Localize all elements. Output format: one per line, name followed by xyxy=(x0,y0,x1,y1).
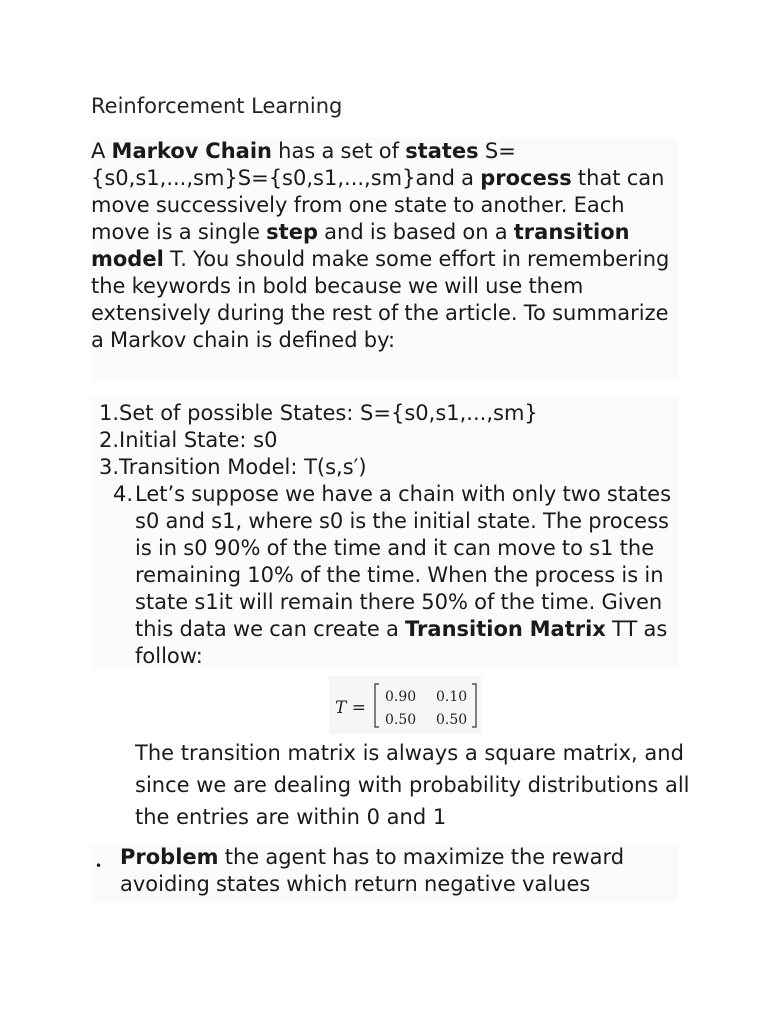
matrix-symbol: T = xyxy=(335,698,366,718)
intro-text-1: A xyxy=(91,139,112,163)
list-item-text: Set of possible States: S={s0,s1,...,sm} xyxy=(119,401,538,425)
problem-description: the agent has to maximize the reward avoiding states which return negative values xyxy=(120,845,625,896)
problem-text xyxy=(120,844,680,898)
list-item-number: 1. xyxy=(99,401,120,425)
list-item xyxy=(99,427,277,454)
matrix-cell: 0.50 xyxy=(436,712,468,728)
keyword-states: states xyxy=(405,139,479,163)
intro-text-2: has a set of xyxy=(271,139,406,163)
list-item-number: 3. xyxy=(99,455,120,479)
problem-bullet-block xyxy=(91,844,678,902)
bullet-icon: • xyxy=(95,859,103,873)
list-item xyxy=(99,454,367,481)
left-bracket xyxy=(375,684,379,727)
definition-list-block xyxy=(91,397,678,669)
transition-matrix-equation xyxy=(329,676,481,734)
keyword-transition-matrix: Transition Matrix xyxy=(405,617,606,641)
page-title: Reinforcement Learning xyxy=(91,94,343,118)
list-item-text: Transition Model: T(s,s′) xyxy=(119,455,367,479)
intro-paragraph xyxy=(91,138,678,354)
intro-text-4: that can move successively from one state to another. Each move is a single xyxy=(91,166,665,244)
matrix-cell: 0.10 xyxy=(436,689,468,705)
intro-paragraph-block xyxy=(91,138,678,381)
keyword-transition-model: transition model xyxy=(91,220,630,271)
matrix-note: The transition matrix is always a square matrix, and since we are dealing with probability distributions all the entries are within 0 and 1 xyxy=(135,741,690,829)
intro-text-3: S={s0,s1,...,sm}S={s0,s1,...,sm}and a xyxy=(91,139,516,190)
list-item-text: TT as follow: xyxy=(135,617,668,668)
list-item-number: 2. xyxy=(99,428,120,452)
list-item xyxy=(99,400,538,427)
right-bracket xyxy=(472,684,476,727)
matrix-figure xyxy=(329,676,481,734)
intro-text-5: and is based on a xyxy=(318,220,514,244)
list-item-text: Initial State: s0 xyxy=(119,428,278,452)
keyword-process: process xyxy=(480,166,572,190)
list-item xyxy=(135,481,675,670)
keyword-markov-chain: Markov Chain xyxy=(111,139,272,163)
list-item-text: Let’s suppose we have a chain with only two states s0 and s1, where s0 is the initial state. The process is in s0 90% of the time and it can move to s1 the remaining 10% of the time. When the process is in state s1it will remain there 50% of the time. Given this data we can create a xyxy=(135,482,672,641)
list-item-number: 4. xyxy=(113,482,134,506)
keyword-problem: Problem xyxy=(120,845,219,869)
keyword-step: step xyxy=(266,220,318,244)
intro-text-6: T. You should make some effort in remembering the keywords in bold because we will use them extensively during the rest of the article. To summarize a Markov chain is defined by: xyxy=(91,247,670,352)
matrix-cell: 0.50 xyxy=(385,712,417,728)
matrix-cell: 0.90 xyxy=(385,689,417,705)
